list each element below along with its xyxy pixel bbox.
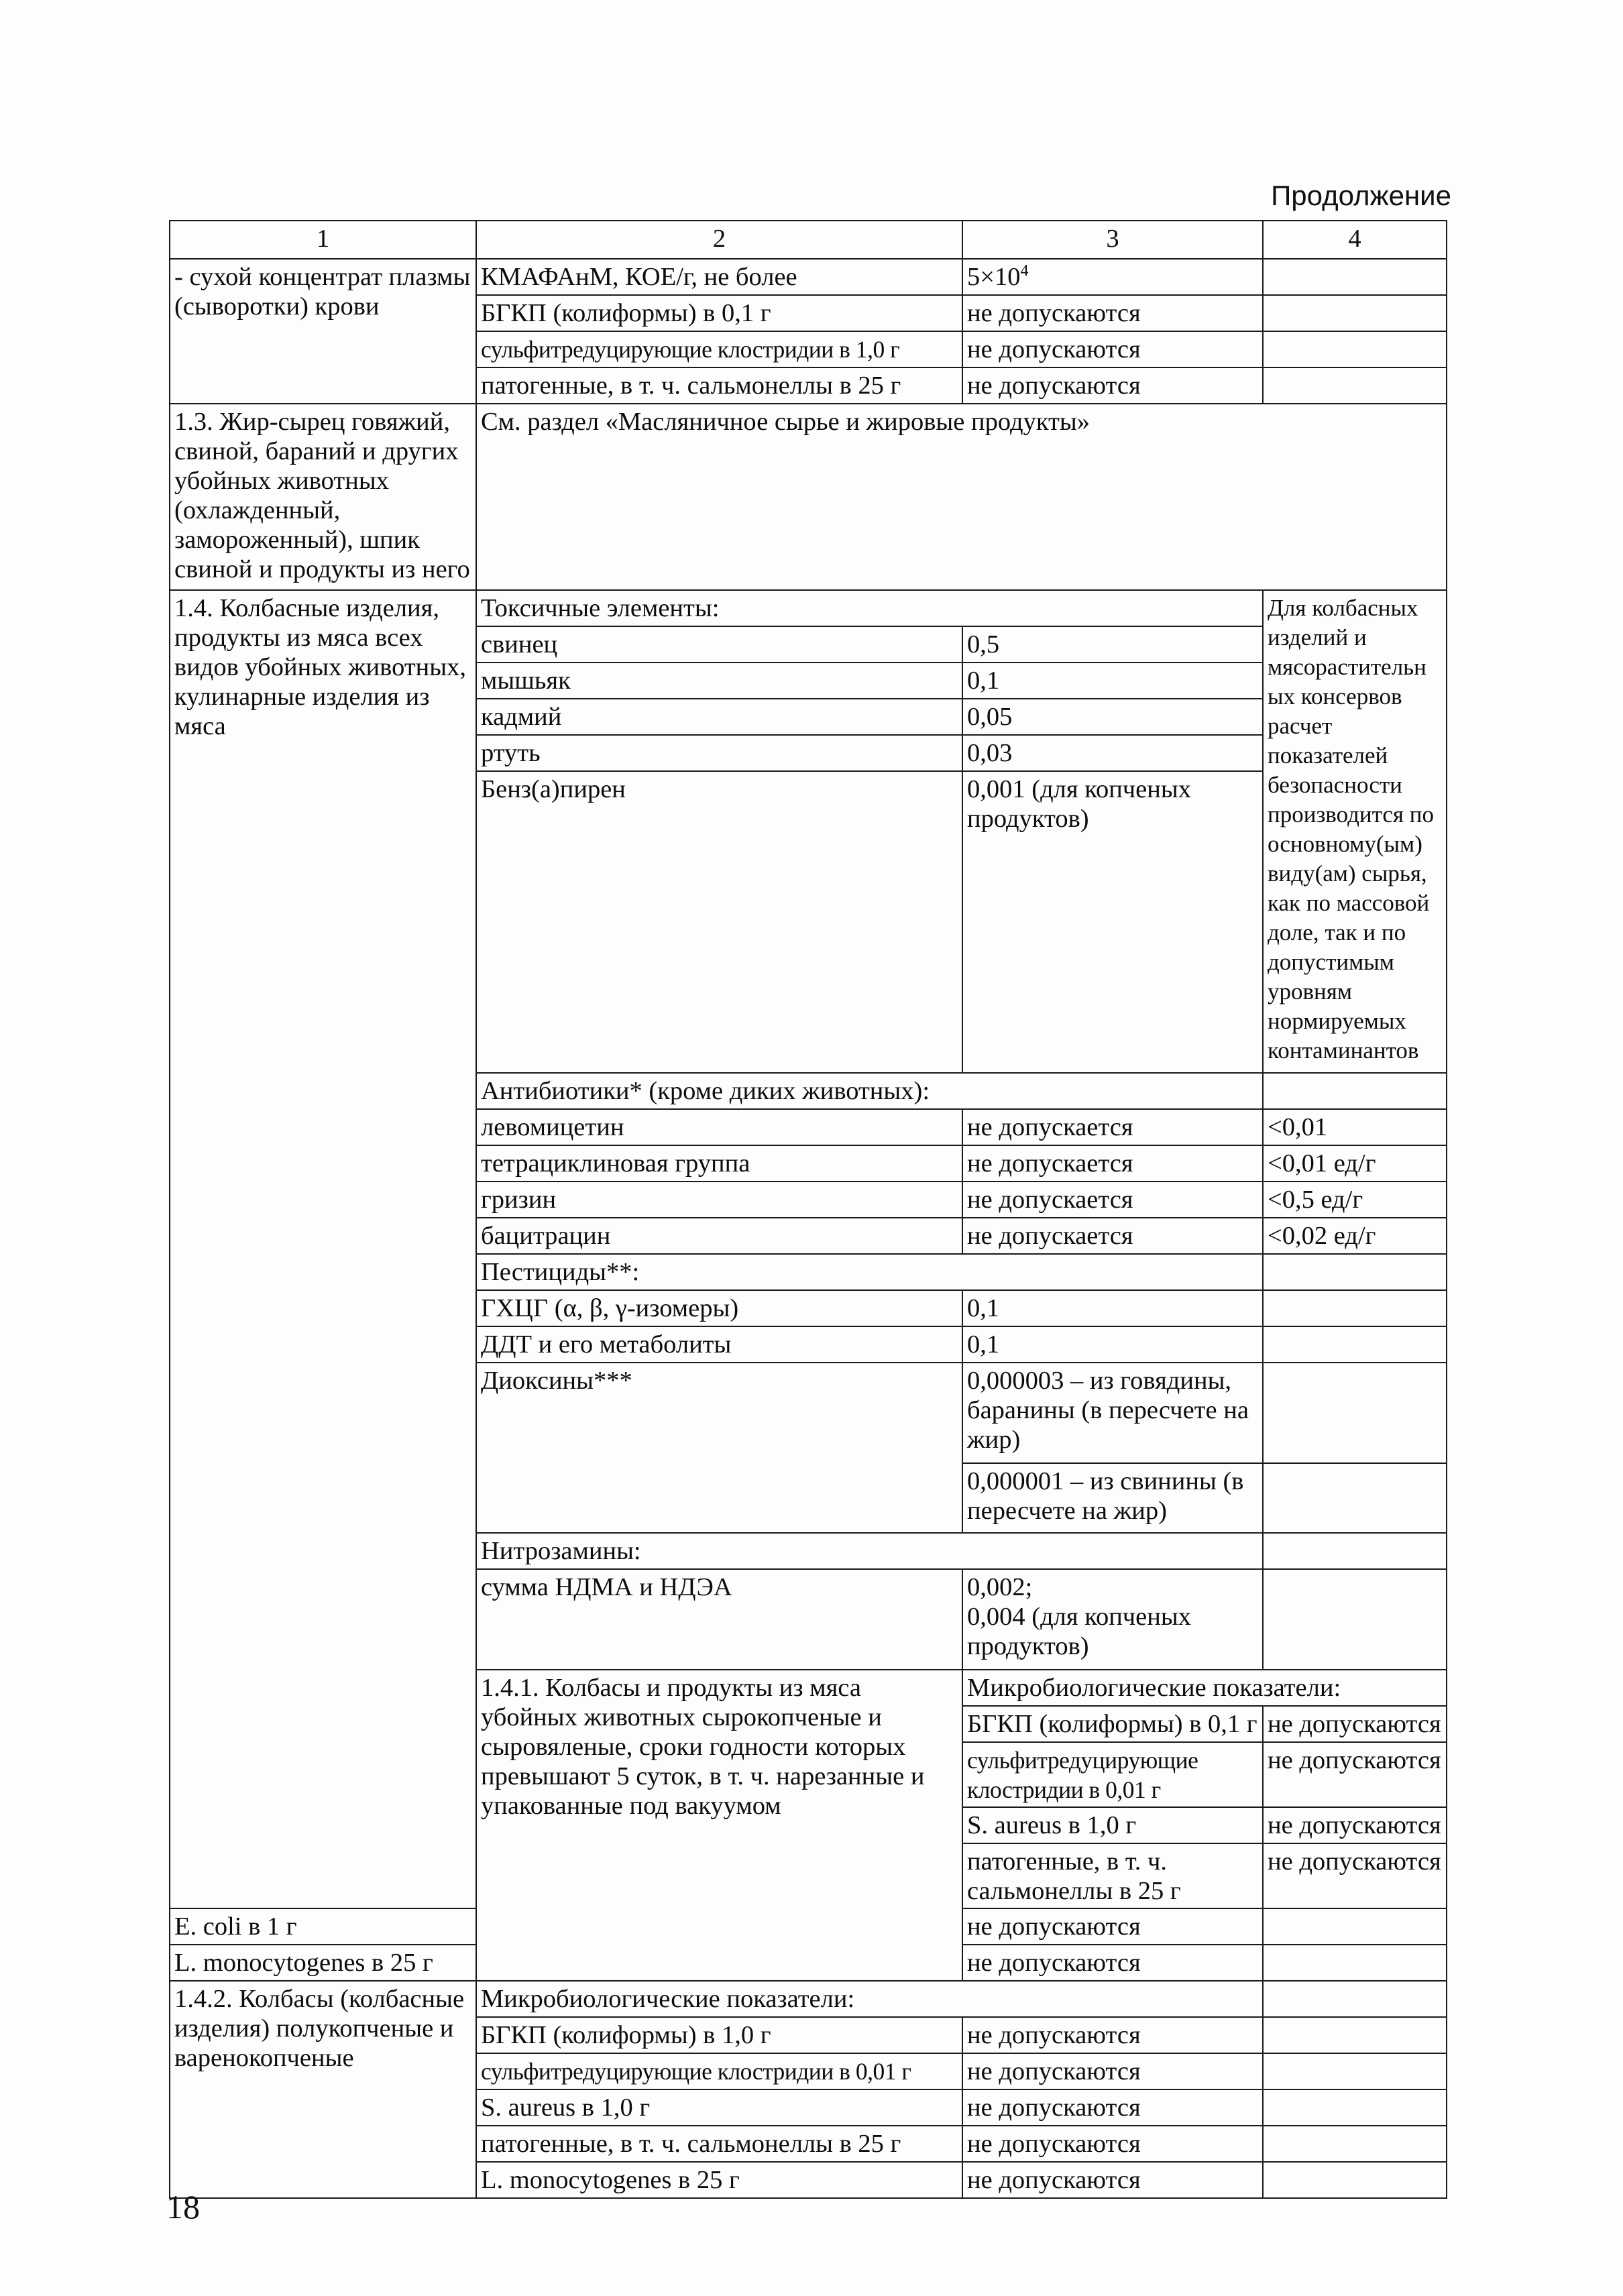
note-cell [1263,1073,1447,1109]
note-cell [1263,1533,1447,1569]
column-header: 2 [476,221,962,259]
indicator-cell: бацитрацин [476,1218,962,1254]
product-name-cell: 1.4.1. Колбасы и продукты из мяса убойных животных сырокопченые и сыровяленые, сроки годности которых превышают 5 суток, в т. ч. нарезанные и упакованные под вакуумом [476,1670,962,1981]
indicator-cell: сульфитредуцирующие клостридии в 1,0 г [476,331,962,367]
limit-cell: <0,01 [1263,1109,1447,1145]
note-cell [1263,1981,1447,2017]
note-cell [1263,1254,1447,1290]
norm-cell: 0,1 [962,663,1263,699]
norm-cell: не допускаются [962,331,1263,367]
norm-base: 5×10 [967,263,1021,291]
norm-cell [962,1569,1263,1670]
column-header: 4 [1263,221,1447,259]
calculation-note-cell: Для колбасных изделий и мясорастительных консервов расчет показателей безопасности производится по основному(ым) виду(ам) сырья, как по массовой доле, так и по допустимым уровням нормируемых контаминантов [1263,590,1447,1073]
note-cell [1263,1463,1447,1533]
indicator-cell: патогенные, в т. ч. сальмонеллы в 25 г [962,1843,1263,1908]
norm-cell: не допускаются [962,2017,1263,2053]
note-cell [1263,1908,1447,1945]
indicator-cell: свинец [476,626,962,663]
table-row [170,404,1447,590]
safety-requirements-table [169,220,1447,2199]
norm-line: 0,004 (для копченых продуктов) [967,1603,1191,1660]
indicator-cell: патогенные, в т. ч. сальмонеллы в 25 г [476,2126,962,2162]
column-header: 3 [962,221,1263,259]
note-cell [1263,1569,1447,1670]
indicator-cell: ГХЦГ (α, β, γ-изомеры) [476,1290,962,1326]
norm-cell: не допускаются [962,1945,1263,1981]
norm-cell: 0,1 [962,1326,1263,1363]
indicator-cell: Бенз(а)пирен [476,771,962,1073]
indicator-cell: сумма НДМА и НДЭА [476,1569,962,1670]
note-cell [1263,367,1447,404]
product-name-cell: 1.4. Колбасные изделия, продукты из мяса всех видов убойных животных, кулинарные изделия из мяса [170,590,476,1908]
norm-cell: не допускаются [962,295,1263,331]
note-cell [1263,1363,1447,1463]
note-cell [1263,1326,1447,1363]
norm-cell: 0,05 [962,699,1263,735]
norm-cell: 0,000001 – из свинины (в пересчете на жир) [962,1463,1263,1533]
indicator-cell: ртуть [476,735,962,771]
note-cell [1263,1945,1447,1981]
norm-cell: не допускаются [1263,1706,1447,1742]
product-name-cell: 1.3. Жир-сырец говяжий, свиной, бараний и других убойных животных (охлажденный, замороженный), шпик свиной и продукты из него [170,404,476,590]
page-number: 18 [166,2188,200,2226]
norm-cell: не допускаются [962,367,1263,404]
norm-cell: не допускается [962,1109,1263,1145]
table-header-row [170,221,1447,259]
norm-cell: не допускаются [1263,1742,1447,1807]
note-cell [1263,331,1447,367]
product-name-cell: - сухой концентрат плазмы (сыворотки) крови [170,259,476,404]
norm-cell: 0,000003 – из говядины, баранины (в пересчете на жир) [962,1363,1263,1463]
norm-cell [962,259,1263,295]
indicator-cell: сульфитредуцирующие клостридии в 0,01 г [476,2053,962,2089]
indicator-cell: сульфитредуцирующие клостридии в 0,01 г [962,1742,1263,1807]
indicator-cell: L. monocytogenes в 25 г [170,1945,476,1981]
continuation-heading: Продолжение [1271,180,1451,211]
norm-cell: не допускается [962,1218,1263,1254]
group-header-cell: Нитрозамины: [476,1533,1263,1569]
indicator-cell: патогенные, в т. ч. сальмонеллы в 25 г [476,367,962,404]
indicator-cell: БГКП (колиформы) в 1,0 г [476,2017,962,2053]
group-header-cell: Антибиотики* (кроме диких животных): [476,1073,1263,1109]
note-cell [1263,2089,1447,2126]
indicator-cell: КМАФАнМ, КОЕ/г, не более [476,259,962,295]
indicator-cell: тетрациклиновая группа [476,1145,962,1182]
norm-cell: не допускаются [962,2053,1263,2089]
indicator-cell: E. coli в 1 г [170,1908,476,1945]
column-header: 1 [170,221,476,259]
indicator-cell: БГКП (колиформы) в 0,1 г [476,295,962,331]
norm-exponent: 4 [1020,262,1029,280]
norm-line: 0,002; [967,1573,1033,1601]
indicator-cell: мышьяк [476,663,962,699]
norm-cell: не допускается [962,1145,1263,1182]
group-header-cell: Микробиологические показатели: [962,1670,1447,1706]
table-row [170,1981,1447,2017]
limit-cell: <0,02 ед/г [1263,1218,1447,1254]
limit-cell: <0,5 ед/г [1263,1182,1447,1218]
note-cell [1263,259,1447,295]
indicator-cell: S. aureus в 1,0 г [962,1807,1263,1843]
indicator-cell: гризин [476,1182,962,1218]
indicator-cell: БГКП (колиформы) в 0,1 г [962,1706,1263,1742]
norm-cell: не допускаются [1263,1843,1447,1908]
indicator-cell: L. monocytogenes в 25 г [476,2162,962,2198]
norm-cell: не допускаются [962,1908,1263,1945]
note-cell [1263,2017,1447,2053]
note-cell [1263,2126,1447,2162]
norm-cell: не допускаются [962,2126,1263,2162]
product-name-cell: 1.4.2. Колбасы (колбасные изделия) полукопченые и варенокопченые [170,1981,476,2198]
indicator-cell: ДДТ и его метаболиты [476,1326,962,1363]
norm-cell: 0,001 (для копченых продуктов) [962,771,1263,1073]
limit-cell: <0,01 ед/г [1263,1145,1447,1182]
table-row [170,590,1447,626]
norm-cell: 0,03 [962,735,1263,771]
norm-cell: не допускаются [962,2162,1263,2198]
note-cell [1263,295,1447,331]
note-cell [1263,1290,1447,1326]
table-row [170,259,1447,295]
group-header-cell: Микробиологические показатели: [476,1981,1263,2017]
note-cell [1263,2162,1447,2198]
indicator-cell: кадмий [476,699,962,735]
norm-cell: не допускаются [962,2089,1263,2126]
indicator-cell: левомицетин [476,1109,962,1145]
indicator-cell: Диоксины*** [476,1363,962,1533]
group-header-cell: Пестициды**: [476,1254,1263,1290]
note-cell [1263,2053,1447,2089]
reference-cell: См. раздел «Масляничное сырье и жировые продукты» [476,404,1447,590]
norm-cell: не допускаются [1263,1807,1447,1843]
norm-cell: не допускается [962,1182,1263,1218]
norm-cell: 0,1 [962,1290,1263,1326]
norm-cell: 0,5 [962,626,1263,663]
group-header-cell: Токсичные элементы: [476,590,1263,626]
indicator-cell: S. aureus в 1,0 г [476,2089,962,2126]
